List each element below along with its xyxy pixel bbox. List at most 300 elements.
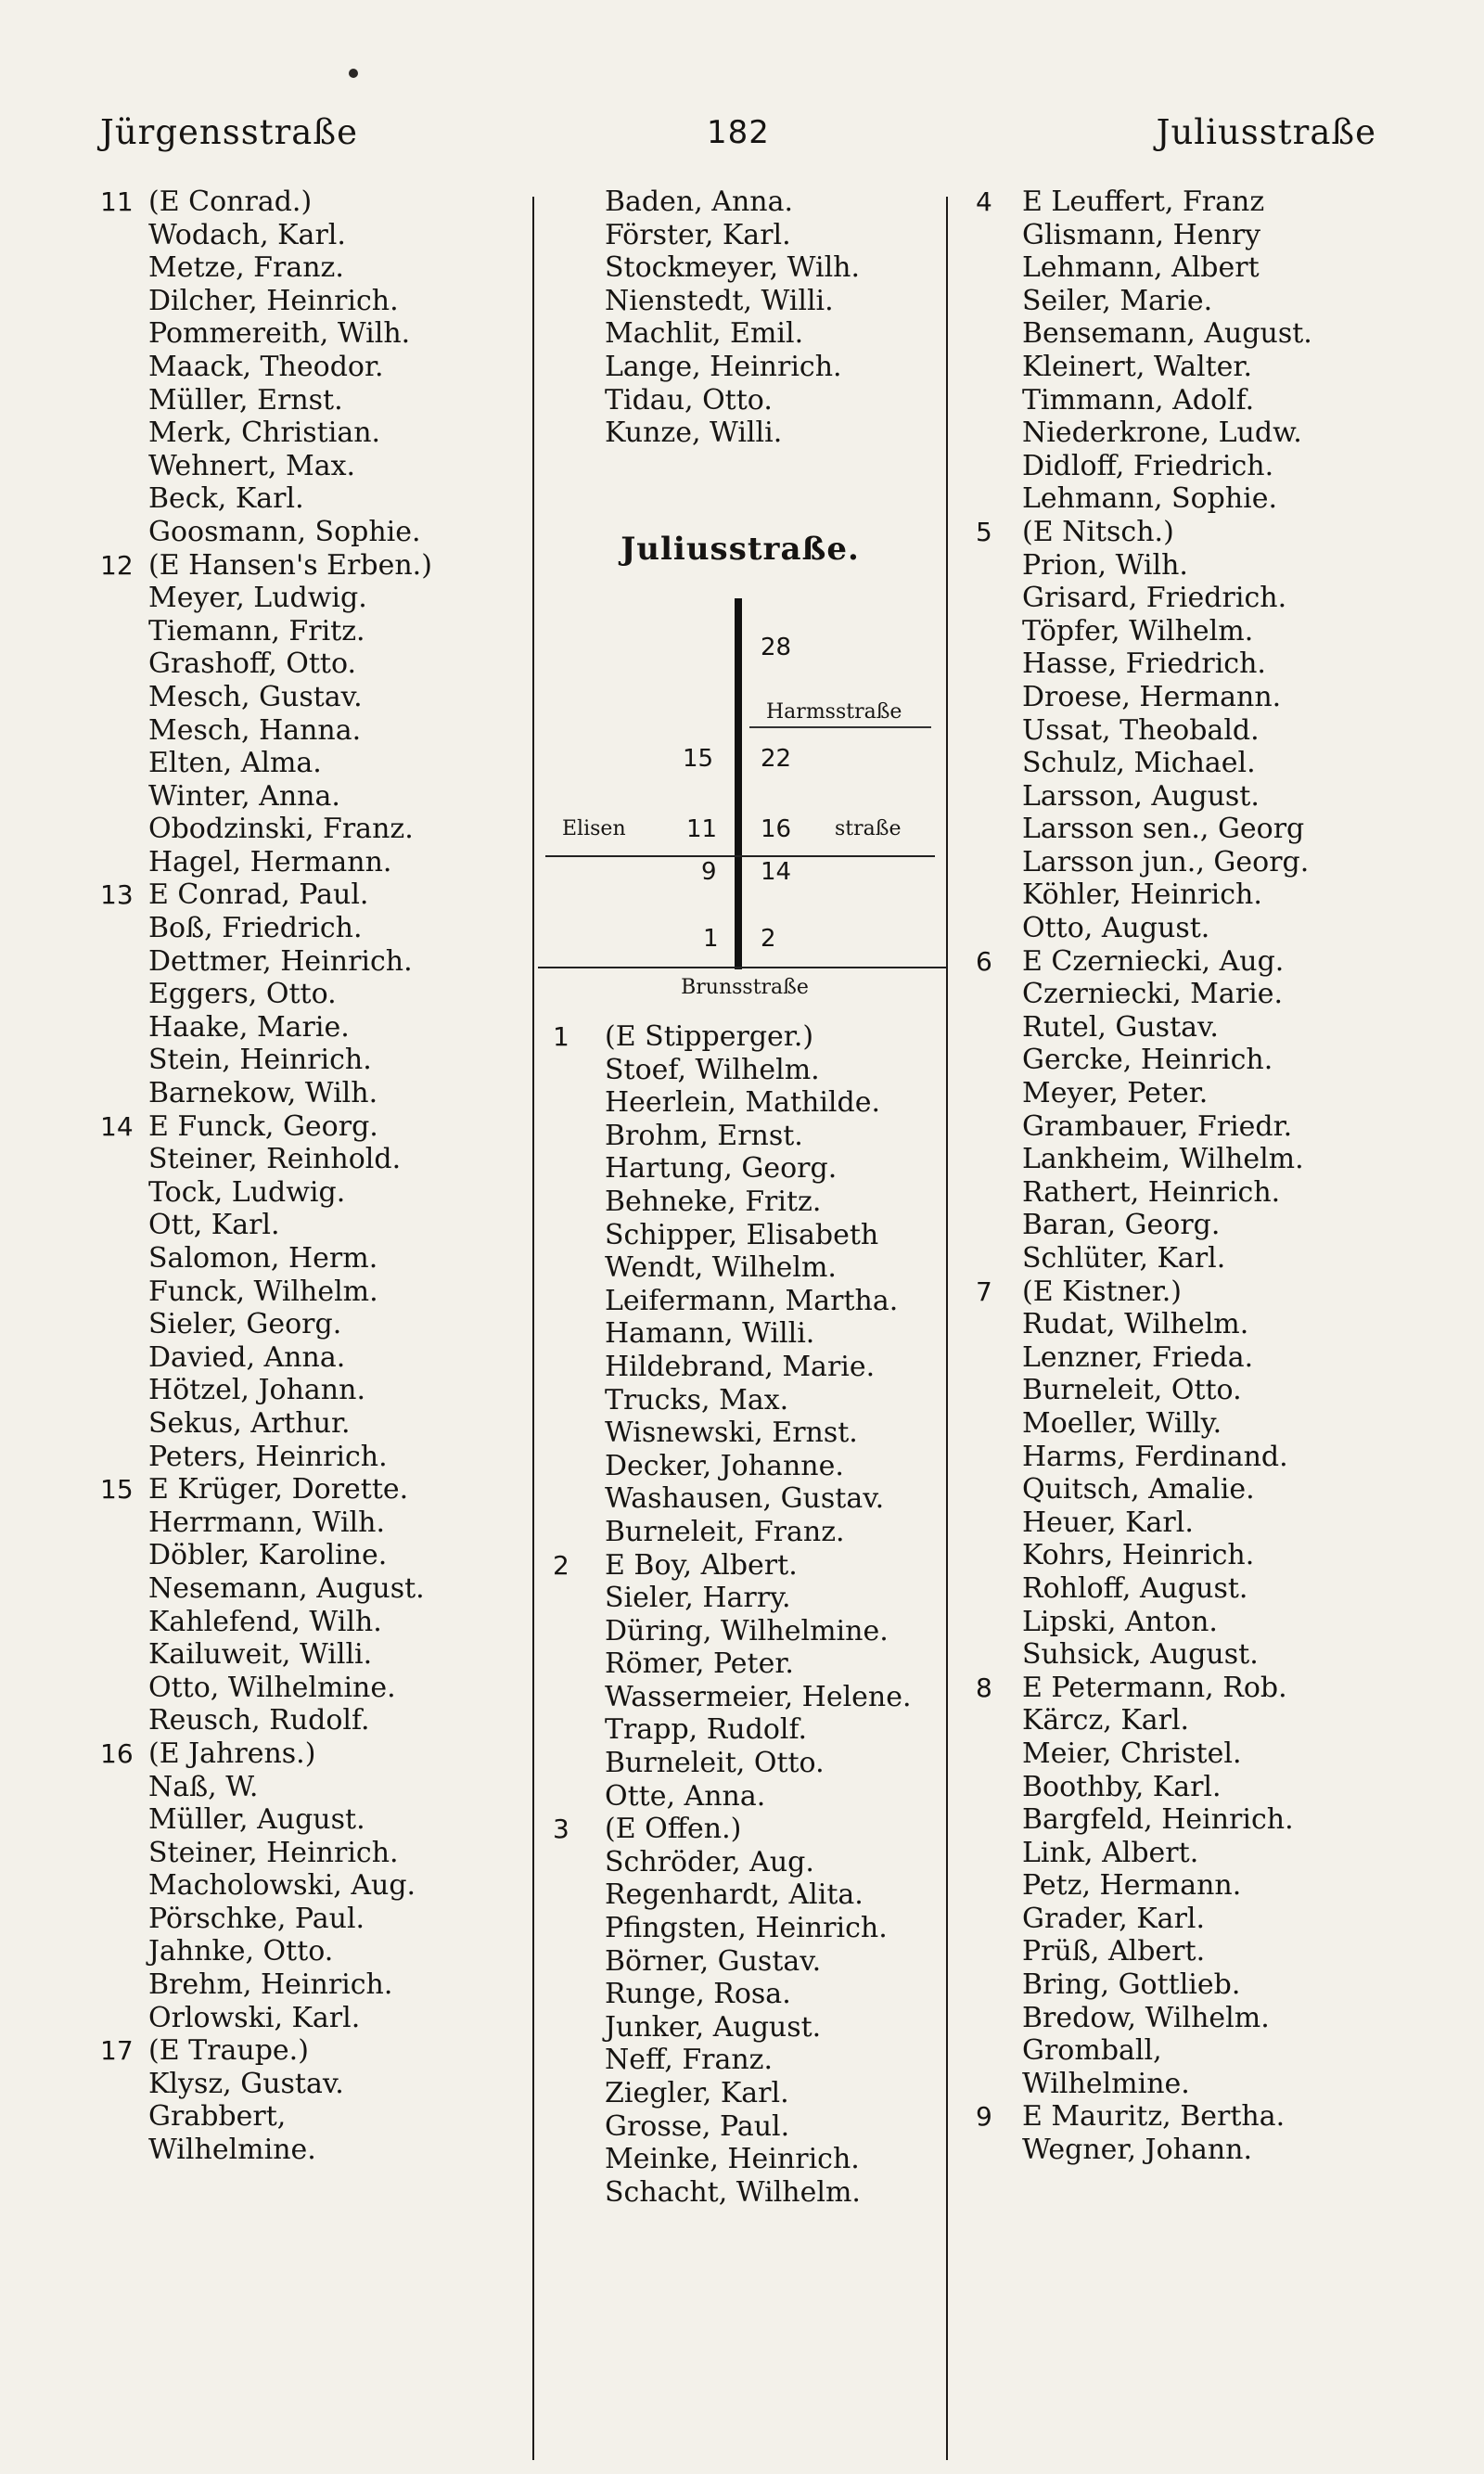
house-number: 12 xyxy=(100,549,134,581)
resident-name: Barnekow, Wilh. xyxy=(148,1077,378,1110)
diagram-house-14: 14 xyxy=(761,858,792,886)
resident-name: Rathert, Heinrich. xyxy=(1022,1175,1281,1209)
resident-name: Wisnewski, Ernst. xyxy=(605,1416,858,1450)
resident-name: Lenzner, Frieda. xyxy=(1022,1340,1254,1374)
directory-entry xyxy=(100,2134,527,2167)
directory-entry xyxy=(553,1482,942,1516)
resident-name: Töpfer, Wilhelm. xyxy=(1022,614,1254,647)
directory-entry xyxy=(976,1803,1384,1837)
house-number: 1 xyxy=(553,1021,569,1052)
diagram-house-22: 22 xyxy=(761,745,792,773)
directory-entry xyxy=(976,1837,1384,1870)
resident-name: Obodzinski, Franz. xyxy=(148,813,414,846)
directory-entry xyxy=(976,2100,1384,2134)
directory-entry xyxy=(100,1903,527,1936)
resident-name: Grashoff, Otto. xyxy=(148,647,357,681)
ink-speck xyxy=(349,69,358,78)
resident-name: Mesch, Hanna. xyxy=(148,713,362,747)
resident-name: Herrmann, Wilh. xyxy=(148,1506,385,1539)
directory-entry xyxy=(553,1186,942,1219)
diagram-elisen-label: Elisen xyxy=(562,817,626,840)
directory-entry xyxy=(976,846,1384,879)
directory-entry xyxy=(100,251,527,285)
directory-entry xyxy=(100,2100,527,2134)
resident-name: Stein, Heinrich. xyxy=(148,1044,372,1077)
resident-name: (E Kistner.) xyxy=(1022,1275,1182,1308)
resident-name: Link, Albert. xyxy=(1022,1836,1199,1869)
resident-name: Glismann, Henry xyxy=(1022,218,1261,251)
directory-entry xyxy=(976,516,1384,549)
directory-entry xyxy=(100,1110,527,1144)
street-diagram xyxy=(545,589,935,969)
directory-entry xyxy=(976,1638,1384,1672)
bruns-label: Brunsstraße xyxy=(681,976,809,999)
directory-entry xyxy=(976,1539,1384,1572)
resident-name: Grabbert, xyxy=(148,2100,287,2134)
resident-name: Maack, Theodor. xyxy=(148,350,384,383)
resident-name: Macholowski, Aug. xyxy=(148,1869,416,1903)
directory-entry xyxy=(976,1672,1384,1705)
resident-name: Bensemann, August. xyxy=(1022,317,1312,351)
diagram-house-2: 2 xyxy=(761,925,776,953)
resident-name: Kohrs, Heinrich. xyxy=(1022,1539,1255,1572)
directory-entry xyxy=(976,1176,1384,1210)
resident-name: Boß, Friedrich. xyxy=(148,912,363,945)
directory-entry xyxy=(100,1672,527,1705)
directory-entry xyxy=(976,450,1384,483)
directory-entry xyxy=(100,912,527,945)
resident-name: Pommereith, Wilh. xyxy=(148,317,411,351)
resident-name: Lehmann, Albert xyxy=(1022,251,1260,285)
directory-entry xyxy=(553,1351,942,1384)
directory-entry xyxy=(976,1242,1384,1275)
resident-name: Römer, Peter. xyxy=(605,1647,794,1681)
directory-entry xyxy=(976,1572,1384,1606)
directory-entry xyxy=(553,1780,942,1814)
resident-name: E Mauritz, Bertha. xyxy=(1022,2100,1286,2134)
directory-entry xyxy=(976,317,1384,351)
resident-name: Grader, Karl. xyxy=(1022,1902,1206,1935)
resident-name: Baden, Anna. xyxy=(605,186,794,218)
house-number: 11 xyxy=(100,186,134,217)
resident-name: Lange, Heinrich. xyxy=(605,350,842,383)
directory-entry xyxy=(976,1771,1384,1804)
resident-name: Winter, Anna. xyxy=(148,779,340,813)
directory-entry xyxy=(976,251,1384,285)
directory-entry xyxy=(553,1945,942,1979)
directory-entry xyxy=(976,1473,1384,1506)
resident-name: Burneleit, Otto. xyxy=(1022,1374,1242,1407)
directory-entry xyxy=(976,2034,1384,2068)
resident-name: Davied, Anna. xyxy=(148,1340,346,1374)
resident-name: Boothby, Karl. xyxy=(1022,1770,1222,1803)
resident-name: Reusch, Rudolf. xyxy=(148,1704,370,1737)
resident-name: Runge, Rosa. xyxy=(605,1978,791,2011)
diagram-house-16: 16 xyxy=(761,815,792,843)
resident-name: Goosmann, Sophie. xyxy=(148,515,421,548)
resident-name: Tiemann, Fritz. xyxy=(148,614,365,647)
column-2-bottom xyxy=(553,1020,942,2209)
resident-name: Ziegler, Karl. xyxy=(605,2077,789,2109)
resident-name: Meier, Christel. xyxy=(1022,1737,1242,1770)
resident-name: Wehnert, Max. xyxy=(148,449,356,482)
resident-name: Washausen, Gustav. xyxy=(605,1482,885,1516)
resident-name: E Boy, Albert. xyxy=(605,1548,798,1582)
directory-entry xyxy=(553,1813,942,1846)
resident-name: Petz, Hermann. xyxy=(1022,1869,1242,1903)
directory-entry xyxy=(100,1275,527,1309)
resident-name: E Krüger, Dorette. xyxy=(148,1473,409,1506)
column-3 xyxy=(976,186,1384,2167)
diagram-house-9: 9 xyxy=(701,858,717,886)
directory-entry xyxy=(976,351,1384,384)
directory-entry xyxy=(553,186,942,219)
directory-entry xyxy=(976,813,1384,846)
directory-entry xyxy=(100,317,527,351)
diagram-house-28: 28 xyxy=(761,634,792,661)
directory-entry xyxy=(100,1077,527,1110)
resident-name: Quitsch, Amalie. xyxy=(1022,1473,1255,1506)
resident-name: Kleinert, Walter. xyxy=(1022,350,1252,383)
resident-name: Gercke, Heinrich. xyxy=(1022,1044,1273,1077)
resident-name: Stockmeyer, Wilh. xyxy=(605,251,861,285)
resident-name: (E Jahrens.) xyxy=(148,1737,316,1770)
resident-name: Trapp, Rudolf. xyxy=(605,1713,808,1747)
resident-name: Funck, Wilhelm. xyxy=(148,1275,378,1308)
resident-name: Müller, Ernst. xyxy=(148,383,343,417)
resident-name: Beck, Karl. xyxy=(148,482,304,516)
resident-name: Pörschke, Paul. xyxy=(148,1902,365,1935)
directory-entry xyxy=(100,681,527,714)
resident-name: Grosse, Paul. xyxy=(605,2109,790,2143)
directory-entry xyxy=(976,1737,1384,1771)
directory-entry xyxy=(976,549,1384,583)
resident-name: Larsson sen., Georg xyxy=(1022,813,1305,846)
resident-name: Hildebrand, Marie. xyxy=(605,1350,876,1383)
resident-name: Czerniecki, Marie. xyxy=(1022,978,1284,1011)
directory-entry xyxy=(976,1209,1384,1242)
directory-entry xyxy=(100,747,527,780)
directory-entry xyxy=(976,1077,1384,1110)
resident-name: Gromball, xyxy=(1022,2034,1162,2068)
house-number: 6 xyxy=(976,945,992,977)
directory-entry xyxy=(553,1747,942,1780)
resident-name: Grisard, Friedrich. xyxy=(1022,582,1287,615)
diagram-house-11: 11 xyxy=(686,815,718,843)
resident-name: Hötzel, Johann. xyxy=(148,1374,365,1407)
directory-entry xyxy=(100,2002,527,2035)
directory-entry xyxy=(976,1704,1384,1737)
resident-name: Wodach, Karl. xyxy=(148,218,346,251)
directory-entry xyxy=(976,2068,1384,2101)
column-2-top xyxy=(553,186,942,450)
resident-name: Bargfeld, Heinrich. xyxy=(1022,1803,1294,1837)
directory-entry xyxy=(976,1407,1384,1441)
resident-name: Steiner, Heinrich. xyxy=(148,1836,399,1869)
resident-name: Döbler, Karoline. xyxy=(148,1539,388,1572)
resident-name: Grambauer, Friedr. xyxy=(1022,1109,1293,1143)
house-number: 16 xyxy=(100,1737,134,1769)
directory-entry xyxy=(976,1441,1384,1474)
diagram-house-15: 15 xyxy=(683,745,714,773)
directory-entry xyxy=(100,1209,527,1242)
resident-name: Lankheim, Wilhelm. xyxy=(1022,1143,1304,1176)
header-right-street: Juliusstraße xyxy=(1156,112,1376,152)
resident-name: Förster, Karl. xyxy=(605,218,791,251)
resident-name: (E Traupe.) xyxy=(148,2034,309,2068)
directory-entry xyxy=(976,219,1384,252)
directory-entry xyxy=(553,1120,942,1153)
directory-entry xyxy=(100,1572,527,1606)
directory-entry xyxy=(100,2034,527,2068)
directory-entry xyxy=(553,351,942,384)
directory-entry xyxy=(976,1011,1384,1045)
directory-entry xyxy=(553,1549,942,1583)
directory-entry xyxy=(100,549,527,583)
resident-name: Elten, Alma. xyxy=(148,747,322,780)
resident-name: Sekus, Arthur. xyxy=(148,1406,351,1440)
directory-entry xyxy=(553,1219,942,1252)
directory-entry xyxy=(100,1737,527,1771)
directory-entry xyxy=(553,2110,942,2144)
directory-entry xyxy=(976,912,1384,945)
resident-name: Regenhardt, Alita. xyxy=(605,1878,864,1912)
directory-entry xyxy=(976,878,1384,912)
directory-entry xyxy=(100,1341,527,1375)
directory-entry xyxy=(100,647,527,681)
diagram-main-street-line xyxy=(735,598,742,969)
resident-name: Sieler, Harry. xyxy=(605,1582,791,1615)
resident-name: Peters, Heinrich. xyxy=(148,1440,388,1473)
resident-name: Ussat, Theobald. xyxy=(1022,713,1260,747)
directory-entry xyxy=(100,1242,527,1275)
house-number: 4 xyxy=(976,186,992,217)
resident-name: Otte, Anna. xyxy=(605,1779,766,1813)
directory-entry xyxy=(976,747,1384,780)
directory-entry xyxy=(553,1912,942,1945)
resident-name: E Funck, Georg. xyxy=(148,1109,378,1143)
directory-entry xyxy=(976,780,1384,814)
resident-name: Schröder, Aug. xyxy=(605,1845,814,1878)
resident-name: Schulz, Michael. xyxy=(1022,747,1256,780)
resident-name: Ott, Karl. xyxy=(148,1209,280,1242)
directory-entry xyxy=(553,1878,942,1912)
resident-name: Larsson, August. xyxy=(1022,779,1260,813)
resident-name: Lipski, Anton. xyxy=(1022,1605,1218,1638)
directory-entry xyxy=(976,1341,1384,1375)
directory-entry xyxy=(100,813,527,846)
resident-name: Jahnke, Otto. xyxy=(148,1935,334,1968)
house-number: 15 xyxy=(100,1474,134,1506)
resident-name: Kärcz, Karl. xyxy=(1022,1704,1190,1737)
directory-entry xyxy=(976,1506,1384,1540)
resident-name: Mesch, Gustav. xyxy=(148,680,363,713)
house-number: 13 xyxy=(100,879,134,911)
resident-name: Rudat, Wilhelm. xyxy=(1022,1308,1249,1341)
directory-entry xyxy=(553,2077,942,2110)
directory-entry xyxy=(100,1771,527,1804)
directory-entry xyxy=(976,1935,1384,1968)
directory-entry xyxy=(976,384,1384,417)
resident-name: Schipper, Elisabeth xyxy=(605,1218,879,1251)
directory-entry xyxy=(553,285,942,318)
resident-name: Meinke, Heinrich. xyxy=(605,2143,860,2176)
directory-entry xyxy=(553,1846,942,1879)
directory-entry xyxy=(100,1968,527,2002)
directory-entry xyxy=(100,1441,527,1474)
directory-entry xyxy=(553,251,942,285)
directory-entry xyxy=(100,1539,527,1572)
resident-name: Hagel, Hermann. xyxy=(148,845,392,878)
resident-name: Klysz, Gustav. xyxy=(148,2067,344,2100)
directory-entry xyxy=(976,978,1384,1011)
resident-name: Timmann, Adolf. xyxy=(1022,383,1255,417)
resident-name: Larsson jun., Georg. xyxy=(1022,845,1310,878)
resident-name: Prüß, Albert. xyxy=(1022,1935,1206,1968)
directory-entry xyxy=(100,1374,527,1407)
resident-name: E Czerniecki, Aug. xyxy=(1022,944,1285,978)
directory-entry xyxy=(100,846,527,879)
directory-entry xyxy=(976,1606,1384,1639)
directory-entry xyxy=(553,1251,942,1285)
directory-entry xyxy=(976,1044,1384,1077)
resident-name: Wegner, Johann. xyxy=(1022,2134,1253,2167)
resident-name: Harms, Ferdinand. xyxy=(1022,1440,1288,1473)
directory-entry xyxy=(100,1506,527,1540)
directory-entry xyxy=(976,615,1384,648)
directory-entry xyxy=(976,2134,1384,2167)
directory-entry xyxy=(553,317,942,351)
page-header xyxy=(100,104,1376,161)
directory-entry xyxy=(553,1020,942,1054)
house-number: 2 xyxy=(553,1549,569,1581)
house-number: 17 xyxy=(100,2035,134,2067)
resident-name: Droese, Hermann. xyxy=(1022,680,1282,713)
directory-entry xyxy=(553,384,942,417)
directory-entry xyxy=(553,1317,942,1351)
resident-name: Naß, W. xyxy=(148,1770,259,1803)
directory-entry xyxy=(553,1384,942,1417)
directory-entry xyxy=(100,186,527,219)
resident-name: Dettmer, Heinrich. xyxy=(148,944,413,978)
directory-entry xyxy=(553,1647,942,1681)
resident-name: E Petermann, Rob. xyxy=(1022,1671,1287,1704)
resident-name: Nesemann, August. xyxy=(148,1571,425,1605)
resident-name: Heuer, Karl. xyxy=(1022,1506,1194,1539)
resident-name: Trucks, Max. xyxy=(605,1383,789,1416)
resident-name: Brehm, Heinrich. xyxy=(148,1968,393,2002)
directory-entry xyxy=(100,516,527,549)
resident-name: Hartung, Georg. xyxy=(605,1152,838,1186)
directory-entry xyxy=(553,1450,942,1483)
directory-entry xyxy=(976,482,1384,516)
resident-name: Kunze, Willi. xyxy=(605,417,783,450)
resident-name: Behneke, Fritz. xyxy=(605,1185,822,1218)
resident-name: Schacht, Wilhelm. xyxy=(605,2175,861,2209)
directory-entry xyxy=(100,351,527,384)
resident-name: Otto, Wilhelmine. xyxy=(148,1671,396,1704)
resident-name: (E Hansen's Erben.) xyxy=(148,548,432,582)
resident-name: Müller, August. xyxy=(148,1803,365,1837)
resident-name: Wassermeier, Helene. xyxy=(605,1680,912,1713)
directory-entry xyxy=(100,1935,527,1968)
resident-name: Bredow, Wilhelm. xyxy=(1022,2001,1270,2034)
directory-entry xyxy=(976,1374,1384,1407)
resident-name: Brohm, Ernst. xyxy=(605,1119,803,1152)
resident-name: Hamann, Willi. xyxy=(605,1317,815,1351)
house-number: 7 xyxy=(976,1275,992,1307)
directory-entry xyxy=(100,1143,527,1176)
directory-entry xyxy=(976,1869,1384,1903)
directory-entry xyxy=(553,1615,942,1648)
bruns-divider xyxy=(538,967,946,968)
resident-name: Schlüter, Karl. xyxy=(1022,1242,1226,1275)
resident-name: Merk, Christian. xyxy=(148,417,381,450)
resident-name: Suhsick, August. xyxy=(1022,1638,1259,1672)
resident-name: Wendt, Wilhelm. xyxy=(605,1251,837,1285)
directory-entry xyxy=(100,1011,527,1045)
resident-name: (E Offen.) xyxy=(605,1813,742,1846)
resident-name: Moeller, Willy. xyxy=(1022,1406,1222,1440)
directory-entry xyxy=(553,1152,942,1186)
directory-entry xyxy=(976,714,1384,748)
resident-name: Meyer, Peter. xyxy=(1022,1077,1209,1110)
directory-entry xyxy=(976,417,1384,450)
directory-entry xyxy=(976,1903,1384,1936)
directory-entry xyxy=(553,2044,942,2077)
house-number: 5 xyxy=(976,516,992,547)
column-divider-2 xyxy=(946,197,948,2460)
directory-entry xyxy=(553,1416,942,1450)
directory-entry xyxy=(553,219,942,252)
directory-entry xyxy=(976,582,1384,615)
directory-entry xyxy=(100,1407,527,1441)
directory-entry xyxy=(976,2002,1384,2035)
resident-name: Dilcher, Heinrich. xyxy=(148,284,399,317)
directory-entry xyxy=(976,1308,1384,1341)
directory-entry xyxy=(976,945,1384,979)
resident-name: Köhler, Heinrich. xyxy=(1022,878,1262,912)
diagram-harms-line xyxy=(749,726,931,728)
street-title: Juliusstraße. xyxy=(620,531,860,568)
resident-name: Salomon, Herm. xyxy=(148,1242,378,1275)
resident-name: Meyer, Ludwig. xyxy=(148,582,367,615)
diagram-elisen-line xyxy=(545,855,935,857)
directory-entry xyxy=(100,285,527,318)
resident-name: Steiner, Reinhold. xyxy=(148,1143,402,1176)
resident-name: Seiler, Marie. xyxy=(1022,284,1213,317)
directory-entry xyxy=(553,1285,942,1318)
resident-name: Burneleit, Franz. xyxy=(605,1515,845,1548)
header-left-street: Jürgensstraße xyxy=(100,112,358,152)
directory-entry xyxy=(100,384,527,417)
directory-entry xyxy=(553,1713,942,1747)
directory-entry xyxy=(976,1110,1384,1144)
resident-name: Düring, Wilhelmine. xyxy=(605,1614,889,1647)
directory-entry xyxy=(100,450,527,483)
resident-name: Leifermann, Martha. xyxy=(605,1284,899,1317)
directory-entry xyxy=(100,780,527,814)
house-number: 9 xyxy=(976,2101,992,2133)
house-number: 14 xyxy=(100,1110,134,1142)
directory-entry xyxy=(100,2068,527,2101)
resident-name: Orlowski, Karl. xyxy=(148,2001,361,2034)
directory-entry xyxy=(976,681,1384,714)
directory-entry xyxy=(100,1638,527,1672)
directory-entry xyxy=(100,482,527,516)
directory-entry xyxy=(553,1054,942,1087)
page-number: 182 xyxy=(707,114,770,151)
